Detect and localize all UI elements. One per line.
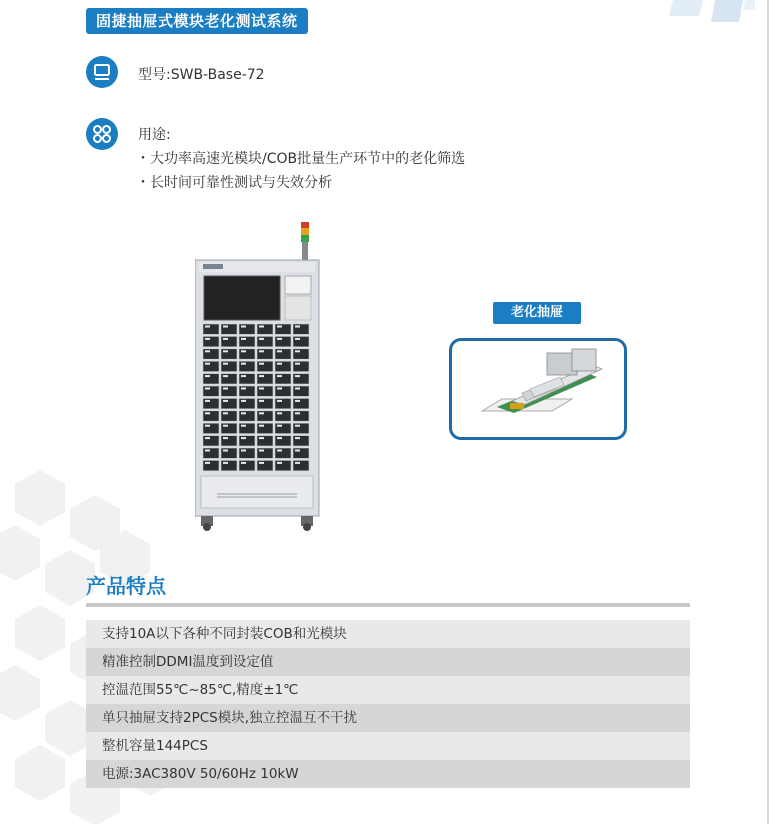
cabinet-slot-label: [241, 450, 246, 452]
cabinet-slot-label: [295, 350, 300, 352]
drawer-image-frame: [449, 338, 627, 440]
cabinet-slot-label: [259, 450, 264, 452]
cabinet-slot-label: [223, 363, 228, 365]
features-divider: [86, 603, 690, 607]
cabinet-slot-label: [241, 437, 246, 439]
cabinet-slot-label: [223, 437, 228, 439]
cabinet-slot-label: [223, 450, 228, 452]
cabinet-slot-label: [223, 326, 228, 328]
usage-item: ・长时间可靠性测试与失效分析: [136, 175, 332, 191]
cabinet-slot-label: [259, 400, 264, 402]
cabinet-slot-label: [259, 388, 264, 390]
cabinet-slot-label: [277, 388, 282, 390]
cabinet-slot-label: [205, 350, 210, 352]
cabinet-slot-label: [223, 400, 228, 402]
cabinet-slot-label: [241, 412, 246, 414]
cabinet-slot-label: [277, 326, 282, 328]
feature-row: 电源:3AC380V 50/60Hz 10kW: [86, 760, 690, 788]
cabinet-slot-label: [295, 437, 300, 439]
usage-item: ・大功率高速光模块/COB批量生产环节中的老化筛选: [136, 151, 466, 167]
usage-label: 用途:: [138, 127, 171, 143]
cabinet-slot-label: [295, 450, 300, 452]
cabinet-slot-label: [295, 326, 300, 328]
cabinet-slot-label: [277, 350, 282, 352]
cabinet-slot-label: [223, 350, 228, 352]
cabinet-slot-label: [223, 462, 228, 464]
cabinet-slot-label: [241, 338, 246, 340]
feature-row: 单只抽屉支持2PCS模块,独立控温互不干扰: [86, 704, 690, 732]
cabinet-illustration: [195, 222, 325, 532]
cabinet-slot-label: [295, 338, 300, 340]
cabinet-slot-label: [277, 375, 282, 377]
cabinet-slot-label: [277, 462, 282, 464]
cabinet-slot-label: [205, 450, 210, 452]
cabinet-slot-label: [205, 437, 210, 439]
feature-row: 精准控制DDMI温度到设定值: [86, 648, 690, 676]
cabinet-slot-label: [205, 326, 210, 328]
cabinet-slot-label: [205, 400, 210, 402]
cabinet-slot-label: [241, 326, 246, 328]
feature-row: 支持10A以下各种不同封装COB和光模块: [86, 620, 690, 648]
cabinet-slot-label: [277, 412, 282, 414]
cabinet-slot-label: [205, 412, 210, 414]
cabinet-slot-label: [205, 425, 210, 427]
cabinet-slot-label: [241, 462, 246, 464]
cabinet-slot-label: [277, 338, 282, 340]
cabinet-slot-label: [241, 400, 246, 402]
cabinet-slot-label: [277, 363, 282, 365]
drawer-tag: 老化抽屉: [493, 302, 581, 324]
cabinet-slot-label: [241, 375, 246, 377]
cabinet-slot-label: [223, 425, 228, 427]
features-title: 产品特点: [86, 574, 166, 598]
cabinet-slot-label: [241, 425, 246, 427]
cabinet-slot-label: [205, 375, 210, 377]
page-title: 固捷抽屉式模块老化测试系统: [86, 8, 308, 34]
cabinet-slot-label: [241, 363, 246, 365]
cabinet-slot-label: [259, 412, 264, 414]
model-number: 型号:SWB-Base-72: [138, 67, 265, 83]
cabinet-slot-label: [259, 350, 264, 352]
cabinet-slot-label: [295, 412, 300, 414]
cabinet-slot-label: [205, 462, 210, 464]
cabinet-slot-label: [277, 425, 282, 427]
cabinet-slot-label: [259, 425, 264, 427]
cabinet-slot-label: [295, 400, 300, 402]
cabinet-slot-label: [277, 450, 282, 452]
cabinet-slot-label: [259, 338, 264, 340]
cabinet-slot-label: [259, 326, 264, 328]
cabinet-slot-label: [223, 388, 228, 390]
cabinet-slot-label: [241, 388, 246, 390]
cabinet-slot-label: [259, 437, 264, 439]
cabinet-slot-label: [295, 363, 300, 365]
cabinet-slot-label: [223, 338, 228, 340]
cabinet-slot-label: [295, 462, 300, 464]
cabinet-slot-label: [223, 375, 228, 377]
drawer-illustration: [452, 341, 624, 437]
cabinet-slot-label: [259, 462, 264, 464]
cabinet-slot-label: [277, 437, 282, 439]
cabinet-slot-label: [205, 363, 210, 365]
corner-decoration: [665, 0, 755, 30]
grid-icon: [86, 118, 118, 150]
cabinet-slot-label: [259, 375, 264, 377]
cabinet-slot-label: [223, 412, 228, 414]
cabinet-slot-label: [277, 400, 282, 402]
cabinet-slot-label: [295, 375, 300, 377]
feature-row: 整机容量144PCS: [86, 732, 690, 760]
cabinet-slot-label: [295, 425, 300, 427]
cabinet-slot-label: [259, 363, 264, 365]
cabinet-slot-label: [295, 388, 300, 390]
cabinet-slot-label: [205, 388, 210, 390]
feature-row: 控温范围55℃~85℃,精度±1℃: [86, 676, 690, 704]
monitor-icon: [86, 56, 118, 88]
cabinet-slot-label: [205, 338, 210, 340]
cabinet-slot-label: [241, 350, 246, 352]
